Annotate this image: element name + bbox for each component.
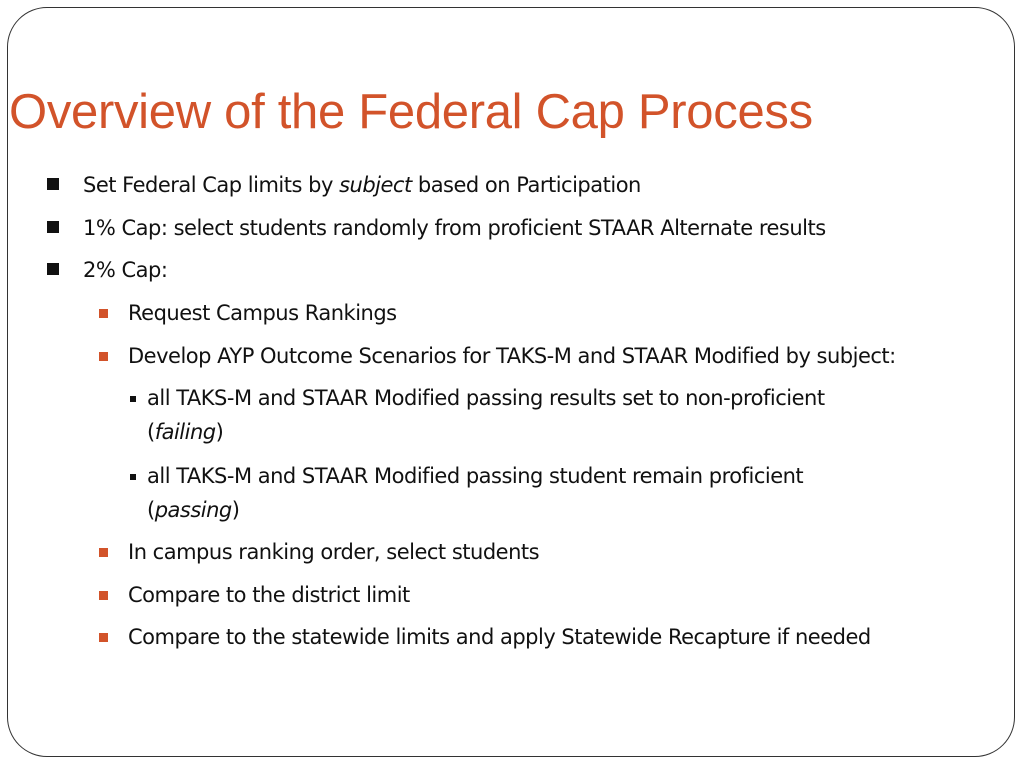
sub-sub-bullet-continuation: [147, 497, 239, 523]
small-square-bullet-icon: [130, 474, 136, 480]
square-bullet-icon: [47, 221, 59, 233]
bullet-item: 1% Cap: select students randomly from proficient STAAR Alternate results: [83, 216, 826, 240]
sub-bullet-item: Request Campus Rankings: [128, 301, 397, 325]
square-bullet-icon: [47, 178, 59, 190]
bullet-emphasis: failing: [154, 420, 216, 444]
sub-bullet-item: Develop AYP Outcome Scenarios for TAKS-M and STAAR Modified by subject:: [128, 344, 896, 368]
bullet-text: Set Federal Cap limits by: [83, 173, 340, 197]
orange-bullet-icon: [99, 591, 108, 600]
bullet-text: (: [147, 420, 155, 444]
bullet-text: (: [147, 498, 155, 522]
bullet-text: ): [231, 498, 240, 522]
orange-bullet-icon: [99, 548, 108, 557]
sub-sub-bullet-item: all TAKS-M and STAAR Modified passing results set to non-proficient: [147, 386, 825, 410]
bullet-emphasis: passing: [154, 498, 232, 522]
slide-title: Overview of the Federal Cap Process: [9, 85, 813, 139]
orange-bullet-icon: [99, 309, 108, 318]
orange-bullet-icon: [99, 352, 108, 361]
sub-bullet-item: In campus ranking order, select students: [128, 540, 540, 564]
bullet-item: 2% Cap:: [83, 258, 168, 282]
bullet-text: ): [215, 420, 224, 444]
small-square-bullet-icon: [130, 396, 136, 402]
sub-bullet-item: Compare to the district limit: [128, 583, 410, 607]
bullet-item: [83, 172, 641, 198]
bullet-emphasis: subject: [339, 173, 412, 197]
sub-sub-bullet-item: all TAKS-M and STAAR Modified passing student remain proficient: [147, 464, 804, 488]
bullet-text: based on Participation: [411, 173, 641, 197]
sub-bullet-item: Compare to the statewide limits and apply Statewide Recapture if needed: [128, 625, 871, 649]
square-bullet-icon: [47, 263, 59, 275]
sub-sub-bullet-continuation: [147, 419, 223, 445]
orange-bullet-icon: [99, 633, 108, 642]
